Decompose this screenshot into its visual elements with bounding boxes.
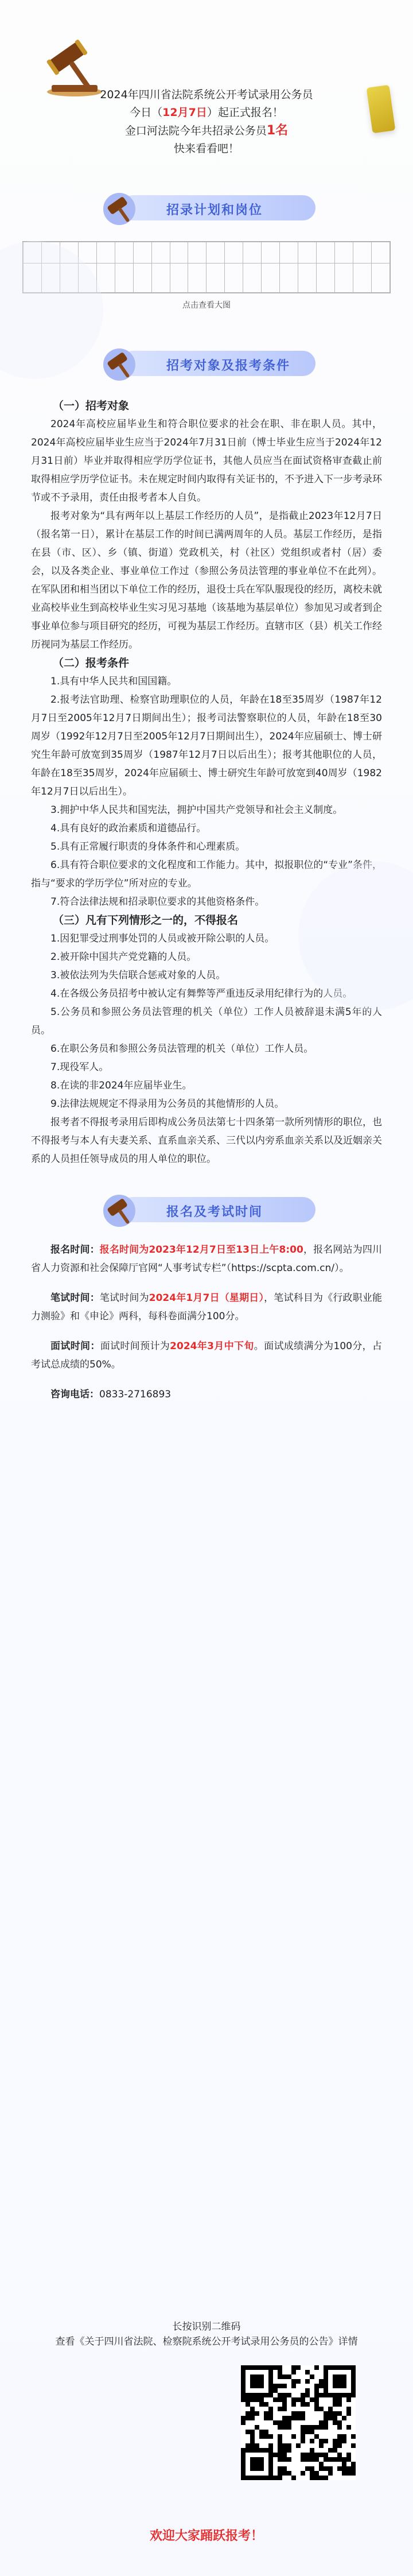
gavel-icon [98, 1191, 149, 1229]
closing-message: 欢迎大家踊跃报考！ [149, 2529, 263, 2543]
list-item: 6.具有符合职位要求的文化程度和工作能力。其中，拟报职位的“专业”条件，指与“要求的学历学位”所对应的专业。 [31, 859, 382, 889]
job-table-image[interactable] [22, 241, 391, 293]
qr-description: 查看《关于四川省法院、检察院系统公开考试录用公务员的公告》详情 [55, 2336, 358, 2348]
list-item: 1.具有中华人民共和国国籍。 [50, 676, 177, 687]
list-item: 5.具有正常履行职责的身体条件和心理素质。 [50, 841, 246, 853]
hero-line-2: 今日（12月7日）起正式报名！ [130, 106, 283, 119]
hero-headline [0, 86, 413, 158]
qr-code[interactable] [241, 2365, 356, 2480]
qr-instructions [23, 2319, 390, 2349]
schedule-body [0, 1241, 413, 1404]
paragraph: 报考者不得报考录用后即构成公务员法第七十四条第一款所列情形的职位，也不得报考与本人有夫妻关系、直系血亲关系、三代以内旁系血亲关系以及近姻亲关系的人员担任领导成员的用人单位的职位。 [31, 1117, 382, 1165]
list-item: 2.报考法官助理、检察官助理职位的人员，年龄在18至35周岁（1987年12月7日至2005年12月7日期间出生）；报考司法警察职位的人员，年龄在18至30周岁（1992年12月7日至2005年12月7日期间出生），2024年应届硕士、博士研究生年龄可放宽到35周岁（1987年12月7日以后出生）；报考其他职位的人员，年龄在18至35周岁，2024年应届硕士、博士研究生年龄可放宽到40周岁（1982年12月7日以后出生）。 [31, 694, 382, 797]
list-item: 7.符合法律法规和招录职位要求的其他资格条件。 [50, 896, 265, 908]
exclusions-list [31, 929, 382, 1113]
banner-plan-label: 招录计划和岗位 [166, 203, 263, 218]
section-banner-plan [98, 189, 315, 227]
qr-hint: 长按识别二维码 [172, 2321, 241, 2333]
list-item: 8.在读的非2024年应届毕业生。 [50, 1080, 192, 1091]
section-banner-schedule [98, 1191, 315, 1229]
list-item: 3.拥护中华人民共和国宪法，拥护中国共产党领导和社会主义制度。 [50, 804, 343, 816]
section-title: （一）招考对象 [53, 400, 130, 412]
list-item: 1.因犯罪受过刑事处罚的人员或被开除公职的人员。 [50, 933, 275, 944]
list-item: 6.在职公务员和参照公务员法管理的机关（单位）工作人员。 [50, 1043, 314, 1055]
hero-line-1: 2024年四川省法院系统公开考试录用公务员 [100, 88, 313, 101]
list-item: 4.具有良好的政治素质和道德品行。 [50, 823, 206, 834]
list-item: 5.公务员和参照公务员法管理的机关（单位）工作人员被辞退未满5年的人员。 [31, 1006, 382, 1036]
list-item: 7.现役军人。 [50, 1062, 109, 1073]
paragraph: 报考对象为“具有两年以上基层工作经历的人员”，是指截止2023年12月7日（报名第一日），累计在基层工作的时间已满两周年的人员。基层工作经历，是指在县（市、区）、乡（镇、街道）党政机关，村（社区）党组织或者村（居）委会，以及各类企业、事业单位工作过（参照公务员法管理的事业单位不在此列）。在军队团和相当团以下单位工作的经历，退役士兵在军队服现役的经历，离校未就业高校毕业生到高校毕业生实习见习基地（该基地为基层单位）参加见习或者到企事业单位参与项目研究的经历，可视为基层工作经历。直辖市区（县）机关工作经历视同为基层工作经历。 [31, 510, 382, 650]
hero-line-4: 快来看看吧！ [173, 142, 239, 155]
gavel-icon [98, 189, 149, 227]
contact-phone: 咨询电话：0833-2716893 [50, 1389, 172, 1400]
section-banner-conditions [98, 345, 315, 383]
banner-schedule-label: 报名及考试时间 [166, 1205, 263, 1219]
registration-time: 报名时间：报名时间为2023年12月7日至13日上午8:00，报名网站为四川省人力资源和社会保障厅官网“人事考试专栏”（https://scpta.com.cn/）。 [31, 1244, 383, 1274]
written-exam-time: 笔试时间：笔试时间为2024年1月7日（星期日），笔试科目为《行政职业能力测验》和《申论》两科，每科卷面满分100分。 [31, 1292, 383, 1322]
hero-line-3: 金口河法院今年共招录公务员1名 [124, 123, 289, 138]
section-title: （三）凡有下列情形之一的，不得报名 [53, 914, 239, 927]
list-item: 4.在各级公务员招考中被认定有舞弊等严重违反录用纪律行为的人员。 [50, 988, 353, 1000]
gavel-icon [98, 345, 149, 383]
interview-time: 面试时间：面试时间预计为2024年3月中下旬。面试成绩满分为100分，占考试总成绩的50%。 [31, 1341, 383, 1370]
hero-section [0, 0, 413, 189]
conditions-body [0, 397, 413, 1168]
banner-conditions-label: 招考对象及报考条件 [166, 359, 291, 373]
conditions-list [31, 672, 382, 911]
list-item: 9.法律法规规定不得录用为公务员的其他情形的人员。 [50, 1098, 285, 1110]
paragraph: 2024年高校应届毕业生和符合职位要求的社会在职、非在职人员。其中，2024年高校应届毕业生应当于2024年7月31日前（博士毕业生应当于2024年12月31日前）毕业并取得相应学历学位证书，其他人员应当在面试资格审查截止前取得相应学历学位证书。未在规定时间内取得有关证书的，不予进入下一步考录环节或不予录用，责任由报考者本人自负。 [31, 419, 382, 503]
table-caption: 点击查看大图 [182, 301, 231, 310]
list-item: 2.被开除中国共产党党籍的人员。 [50, 951, 197, 963]
list-item: 3.被依法列为失信联合惩戒对象的人员。 [50, 970, 226, 981]
section-title: （二）报考条件 [53, 657, 130, 669]
